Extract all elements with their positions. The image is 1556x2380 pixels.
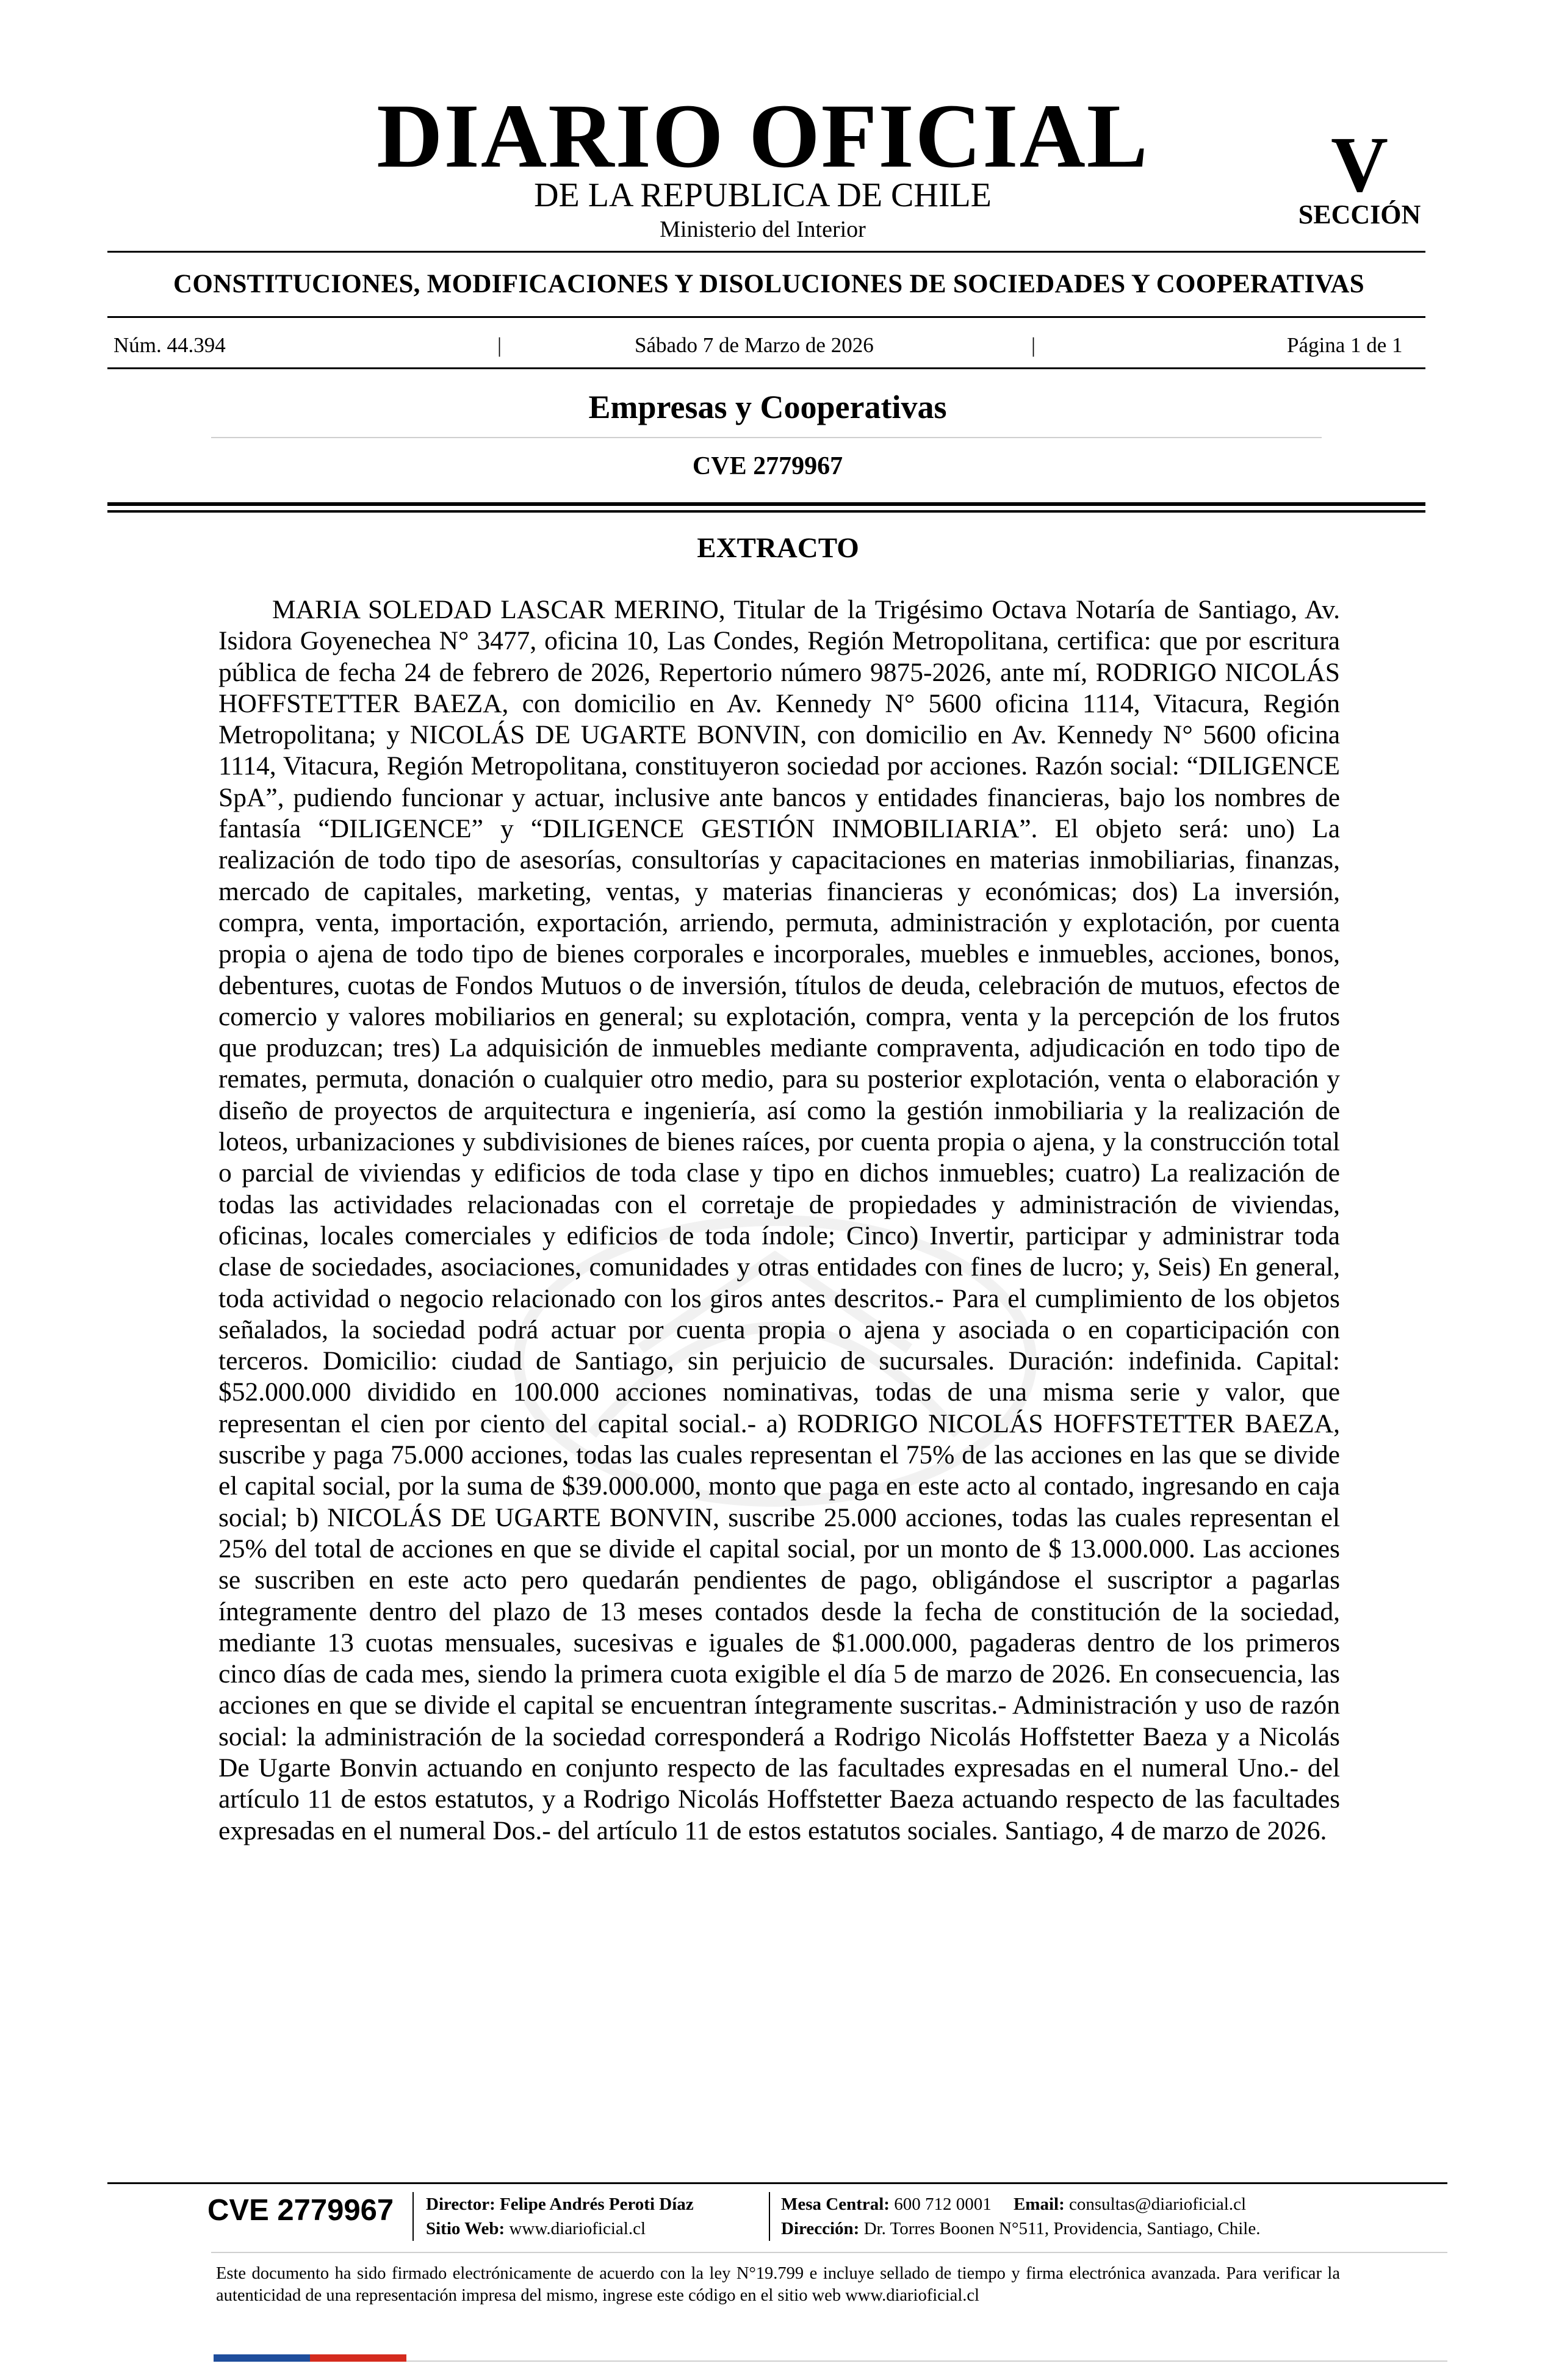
footer-soft-rule	[211, 2252, 1447, 2253]
website-label: Sitio Web:	[426, 2219, 505, 2238]
phone-label: Mesa Central:	[781, 2194, 890, 2214]
double-rule-bottom	[107, 510, 1425, 513]
issue-number: Núm. 44.394	[113, 333, 226, 357]
website-link[interactable]: www.diarioficial.cl	[509, 2219, 646, 2238]
issue-date: Sábado 7 de Marzo de 2026	[635, 333, 874, 357]
info-separator: |	[497, 333, 502, 357]
footer-divider	[769, 2192, 770, 2241]
section-label: SECCIÓN	[1298, 200, 1421, 229]
page-indicator: Página 1 de 1	[1287, 333, 1403, 357]
flag-stripe-red	[310, 2354, 406, 2362]
section-soft-rule	[211, 437, 1322, 438]
flag-baseline	[406, 2360, 1447, 2362]
extracto-title: EXTRACTO	[697, 532, 859, 564]
masthead-ministry: Ministerio del Interior	[660, 217, 866, 242]
double-rule-top	[107, 502, 1425, 506]
info-separator: |	[1031, 333, 1036, 357]
masthead-rule	[107, 251, 1425, 253]
legal-notice: Este documento ha sido firmado electrónicamente de acuerdo con la ley N°19.799 e incluye sellado de tiempo y firma electrónica avanzada. Para verificar la autenticidad de una representación impresa del mismo, ingrese este código en el sitio web www.diarioficial.cl	[216, 2264, 1340, 2305]
masthead-subtitle: DE LA REPUBLICA DE CHILE	[534, 176, 992, 214]
footer-contact-block	[781, 2192, 1260, 2241]
category-rule	[107, 316, 1425, 318]
footer-cve-code: CVE 2779967	[207, 2194, 394, 2227]
info-rule	[107, 367, 1425, 369]
section-title: Empresas y Cooperativas	[588, 389, 947, 425]
address-value: Dr. Torres Boonen N°511, Providencia, Santiago, Chile.	[863, 2219, 1261, 2238]
cve-code: CVE 2779967	[692, 452, 843, 480]
footer-rule	[107, 2182, 1447, 2184]
email-label: Email:	[1013, 2194, 1065, 2214]
address-label: Dirección:	[781, 2219, 860, 2238]
extracto-body: MARIA SOLEDAD LASCAR MERINO, Titular de la Trigésimo Octava Notaría de Santiago, Av. Isidora Goyenechea N° 3477, oficina 10, Las Condes, Región Metropolitana, certifica: que por escritura pública de fecha 24 de febrero de 2026, Repertorio número 9875-2026, ante mí, RODRIGO NICOLÁS HOFFSTETTER BAEZA, con domicilio en Av. Kennedy N° 5600 oficina 1114, Vitacura, Región Metropolitana; y NICOLÁS DE UGARTE BONVIN, con domicilio en Av. Kennedy N° 5600 oficina 1114, Vitacura, Región Metropolitana, constituyeron sociedad por acciones. Razón social: “DILIGENCE SpA”, pudiendo funcionar y actuar, inclusive ante bancos y entidades financieras, bajo los nombres de fantasía “DILIGENCE” y “DILIGENCE GESTIÓN INMOBILIARIA”. El objeto será: uno) La realización de todo tipo de asesorías, consultorías y capacitaciones en materias inmobiliarias, finanzas, mercado de capitales, marketing, ventas, y materias financieras y económicas; dos) La inversión, compra, venta, importación, exportación, arriendo, permuta, administración y explotación, por cuenta propia o ajena de todo tipo de bienes corporales e incorporales, muebles e inmuebles, acciones, bonos, debentures, cuotas de Fondos Mutuos o de inversión, títulos de deuda, celebración de mutuos, efectos de comercio y valores mobiliarios en general; su explotación, compra, venta y la percepción de los frutos que produzcan; tres) La adquisición de inmuebles mediante compraventa, adjudicación en todo tipo de remates, permuta, donación o cualquier otro medio, para su posterior explotación, venta o elaboración y diseño de proyectos de arquitectura e ingeniería, así como la gestión inmobiliaria y la realización de loteos, urbanizaciones y subdivisiones de bienes raíces, por cuenta propia o ajena, y la construcción total o parcial de viviendas y edificios de toda clase y tipo en dichos inmuebles; cuatro) La realización de todas las actividades relacionadas con el corretaje de propiedades y administración de viviendas, oficinas, locales comerciales y edificios de toda índole; Cinco) Invertir, participar y administrar toda clase de sociedades, asociaciones, comunidades y otras entidades con fines de lucro; y, Seis) En general, toda actividad o negocio relacionado con los giros antes descritos.- Para el cumplimiento de los objetos señalados, la sociedad podrá actuar por cuenta propia o ajena y asociada o en coparticipación con terceros. Domicilio: ciudad de Santiago, sin perjuicio de sucursales. Duración: indefinida. Capital: $52.000.000 dividido en 100.000 acciones nominativas, todas de una misma serie y valor, que representan el cien por ciento del capital social.- a) RODRIGO NICOLÁS HOFFSTETTER BAEZA, suscribe y paga 75.000 acciones, todas las cuales representan el 75% de las acciones en las que se divide el capital social, por la suma de $39.000.000, monto que paga en este acto al contado, ingresando en caja social; b) NICOLÁS DE UGARTE BONVIN, suscribe 25.000 acciones, todas las cuales representan el 25% del total de acciones en que se divide el capital social, por un monto de $ 13.000.000. Las acciones se suscriben en este acto pero quedarán pendientes de pago, obligándose el suscriptor a pagarlas íntegramente dentro del plazo de 13 meses contados desde la fecha de constitución de la sociedad, mediante 13 cuotas mensuales, sucesivas e iguales de $1.000.000, pagaderas dentro de los primeros cinco días de cada mes, siendo la primera cuota exigible el día 5 de marzo de 2026. En consecuencia, las acciones en que se divide el capital se encuentran íntegramente suscritas.- Administración y uso de razón social: la administración de la sociedad corresponderá a Rodrigo Nicolás Hoffstetter Baeza y a Nicolás De Ugarte Bonvin actuando en conjunto respecto de las facultades expresadas en el numeral Uno.- del artículo 11 de estos estatutos, y a Rodrigo Nicolás Hoffstetter Baeza actuando respecto de las facultades expresadas en el numeral Dos.- del artículo 11 de estos estatutos sociales. Santiago, 4 de marzo de 2026.	[218, 595, 1340, 1845]
phone-value: 600 712 0001	[894, 2194, 992, 2214]
masthead-title: DIARIO OFICIAL	[376, 85, 1149, 187]
email-link[interactable]: consultas@diarioficial.cl	[1069, 2194, 1247, 2214]
footer-director-block	[426, 2192, 694, 2241]
footer-divider	[412, 2192, 414, 2241]
director-label: Director:	[426, 2194, 495, 2214]
section-number: V	[1331, 121, 1388, 209]
director-name: Felipe Andrés Peroti Díaz	[500, 2194, 694, 2214]
flag-stripe-blue	[214, 2354, 310, 2362]
category-heading: CONSTITUCIONES, MODIFICACIONES Y DISOLUCIONES DE SOCIEDADES Y COOPERATIVAS	[173, 270, 1364, 298]
